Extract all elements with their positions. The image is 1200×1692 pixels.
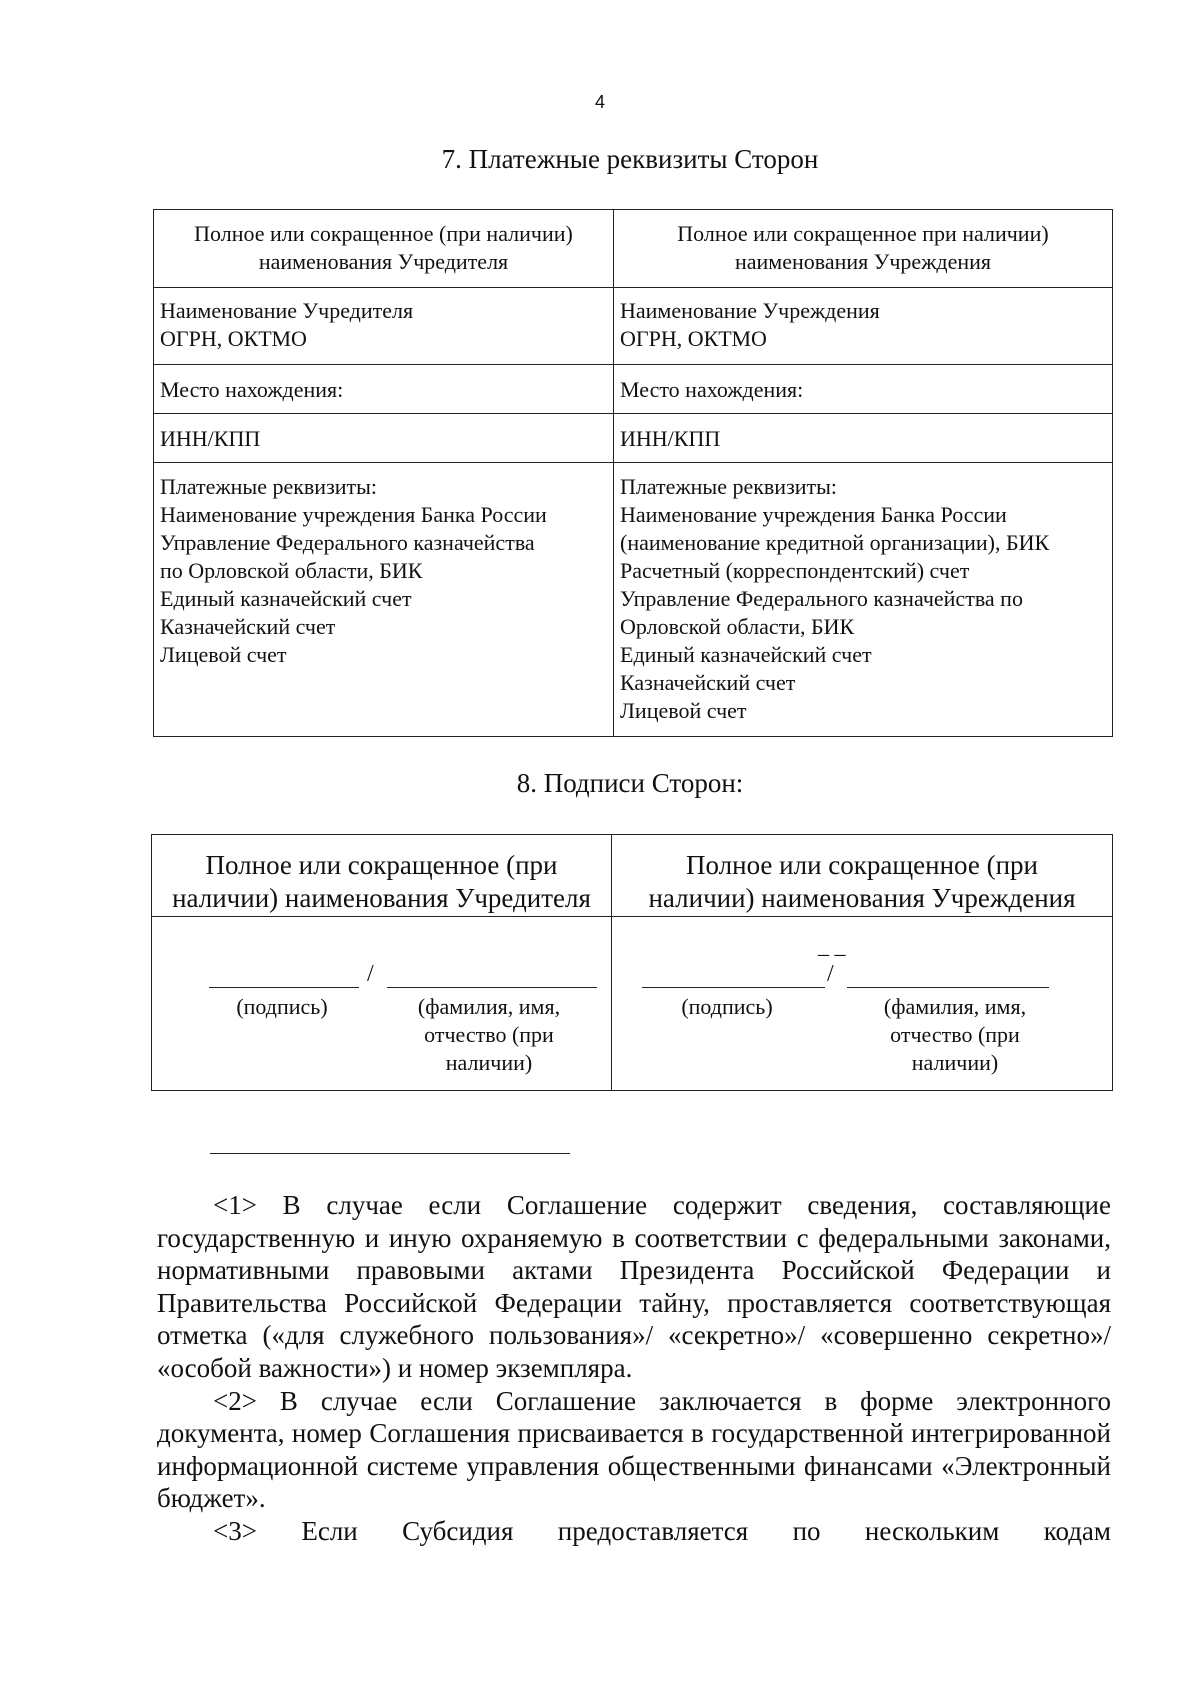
cell-line: Наименование учреждения Банка России — [620, 502, 1007, 527]
signature-line — [209, 987, 359, 988]
founder-payment-cell — [154, 463, 614, 737]
caption-line: наличии) — [911, 1050, 999, 1075]
header-line: Полное или сокращенное (при наличии) — [194, 221, 573, 246]
table-row — [152, 835, 1113, 917]
footnotes — [157, 1189, 1111, 1548]
founder-address-cell: Место нахождения: — [154, 365, 614, 414]
dash-marks: _ _ — [818, 933, 846, 958]
header-line: наименования Учредителя — [258, 249, 509, 274]
header-line: Полное или сокращенное при наличии) — [677, 221, 1049, 246]
cell-line: Единый казначейский счет — [160, 586, 412, 611]
table-row — [154, 210, 1113, 288]
cell-line: Расчетный (корреспондентский) счет — [620, 558, 970, 583]
footnote-separator — [210, 1153, 570, 1154]
page-number: 4 — [594, 92, 605, 112]
cell-line: Управление Федерального казначейства по — [620, 586, 1023, 611]
cell-line: ОГРН, ОКТМО — [620, 326, 767, 351]
footnote-1: <1> В случае если Соглашение содержит сведения, составляющие государственную и иную охраняемую в соответствии с федеральными законами, нормативными правовыми актами Президента Российской Федерации и Правительства Российской Федерации тайну, проставляется соответствующая отметка («для служебного пользования»/ «секретно»/ «совершенно секретно»/ «особой важности») и номер экземпляра. — [157, 1190, 1111, 1383]
name-line — [387, 987, 597, 988]
cell-line: по Орловской области, БИК — [160, 558, 423, 583]
founder-signature-header — [152, 835, 612, 917]
signature-line — [642, 987, 825, 988]
institution-inn-cell: ИНН/КПП — [614, 414, 1113, 463]
footnote-2: <2> В случае если Соглашение заключается в форме электронного документа, номер Соглашения присваивается в государственной интегрированной информационной системе управления общественными финансами «Электронный бюджет». — [157, 1385, 1111, 1514]
header-line: наличии) наименования Учредителя — [172, 883, 591, 913]
table-row — [154, 365, 1113, 414]
cell-line: Лицевой счет — [160, 642, 287, 667]
slash-separator: / — [827, 961, 834, 987]
header-line: Полное или сокращенное (при — [686, 850, 1038, 880]
section-8-title: 8. Подписи Сторон: — [516, 768, 744, 798]
founder-inn-cell: ИНН/КПП — [154, 414, 614, 463]
table-row — [154, 288, 1113, 365]
cell-line: Платежные реквизиты: — [160, 474, 378, 499]
table-row — [154, 414, 1113, 463]
table-row — [154, 463, 1113, 737]
cell-line: Лицевой счет — [620, 698, 747, 723]
caption-line: наличии) — [445, 1050, 533, 1075]
header-line: наименования Учреждения — [734, 249, 992, 274]
fio-caption — [870, 993, 1040, 1077]
fio-caption — [404, 993, 574, 1077]
cell-line: (наименование кредитной организации), БИК — [620, 530, 1050, 555]
institution-header-cell — [614, 210, 1113, 288]
cell-line: Платежные реквизиты: — [620, 474, 838, 499]
caption-line: (фамилия, имя, — [417, 994, 561, 1019]
signature-caption: (подпись) — [681, 994, 773, 1019]
slash-separator: / — [367, 961, 374, 987]
header-line: Полное или сокращенное (при — [205, 850, 558, 880]
founder-header-cell — [154, 210, 614, 288]
table-row — [152, 917, 1113, 1091]
cell-line: Наименование учреждения Банка России — [160, 502, 547, 527]
caption-line: отчество (при — [890, 1022, 1020, 1047]
caption-line: отчество (при — [424, 1022, 554, 1047]
section-7-title: 7. Платежные реквизиты Сторон — [441, 144, 819, 174]
header-line: наличии) наименования Учреждения — [648, 883, 1076, 913]
cell-line: Казначейский счет — [160, 614, 336, 639]
signature-caption: (подпись) — [236, 994, 328, 1019]
payment-details-table — [153, 209, 1113, 737]
founder-signature-cell — [152, 917, 612, 1091]
name-line — [847, 987, 1049, 988]
cell-line: Наименование Учредителя — [160, 298, 414, 323]
institution-address-cell: Место нахождения: — [614, 365, 1113, 414]
founder-name-cell — [154, 288, 614, 365]
caption-line: (фамилия, имя, — [883, 994, 1027, 1019]
institution-name-cell — [614, 288, 1113, 365]
cell-line: ОГРН, ОКТМО — [160, 326, 307, 351]
cell-line: Орловской области, БИК — [620, 614, 855, 639]
footnote-3: <3> Если Субсидия предоставляется по нескольким кодам — [213, 1515, 1111, 1546]
cell-line: Управление Федерального казначейства — [160, 530, 535, 555]
institution-signature-header — [612, 835, 1113, 917]
cell-line: Наименование Учреждения — [620, 298, 880, 323]
institution-signature-cell — [612, 917, 1113, 1091]
signatures-table — [151, 834, 1113, 1091]
institution-payment-cell — [614, 463, 1113, 737]
cell-line: Казначейский счет — [620, 670, 796, 695]
cell-line: Единый казначейский счет — [620, 642, 872, 667]
